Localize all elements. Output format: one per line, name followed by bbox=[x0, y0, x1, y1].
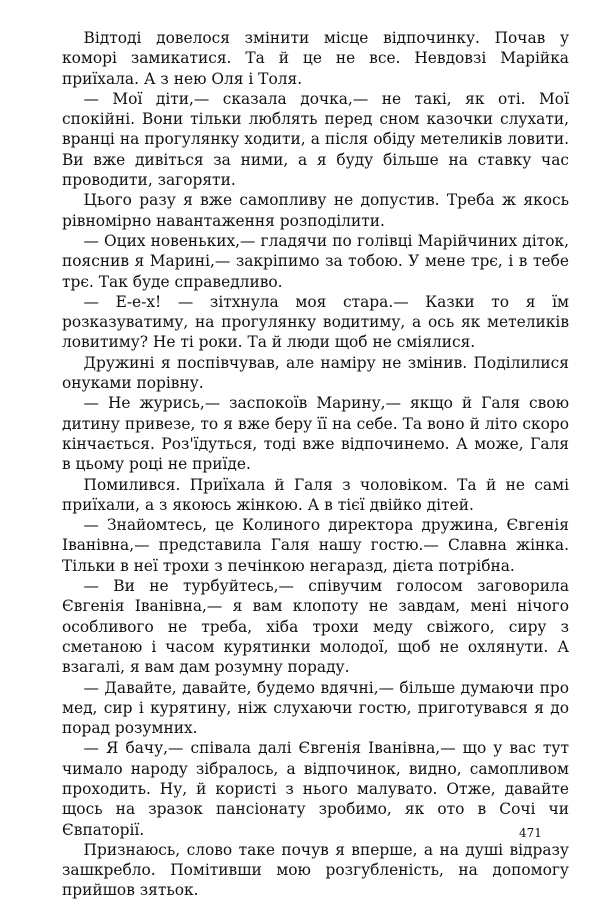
paragraph: — Ви не турбуйтесь,— співучим голосом заговорила Євгенія Іванівна,— я вам клопоту не завдам, мені нічого особливого не треба, хіба трохи меду свіжого, сиру з сметаною і часом курятинки молодої, щоб не охлянути. А взагалі, я вам дам розумну пораду. bbox=[62, 577, 569, 677]
page-text-block bbox=[62, 28, 569, 901]
paragraph: — Оцих новеньких,— гладячи по голівці Марійчиних діток, пояснив я Марині,— закріпимо за тобою. У мене трє, і в тебе трє. Так буде справедливо. bbox=[62, 231, 569, 291]
paragraph: Дружині я поспівчував, але наміру не змінив. Поділилися онуками порівну. bbox=[62, 353, 569, 393]
paragraph: — Е-е-х! — зітхнула моя стара.— Казки то я їм розказуватиму, на прогулянку водитиму, а ось як метеликів ловитиму? Не ті роки. Та й люди щоб не сміялися. bbox=[62, 292, 569, 352]
paragraph: — Я бачу,— співала далі Євгенія Іванівна,— що у вас тут чимало народу зібралось, а відпочинок, видно, самопливом проходить. Ну, й користі з нього малувато. Отже, давайте щось на зразок пансіонату зробимо, як ото в Сочі чи Євпаторії. bbox=[62, 739, 569, 839]
paragraph: — Знайомтесь, це Колиного директора дружина, Євгенія Іванівна,— представила Галя нашу гостю.— Славна жінка. Тільки в неї трохи з печінкою негаразд, дієта потрібна. bbox=[62, 516, 569, 575]
paragraph: Помилився. Приїхала й Галя з чоловіком. Та й не самі приїхали, а з якоюсь жінкою. А в тієї двійко дітей. bbox=[62, 475, 569, 514]
paragraph: — Давайте, давайте, будемо вдячні,— більше думаючи про мед, сир і курятину, ніж слухаючи гостю, приготувався я до порад розумних. bbox=[62, 678, 569, 738]
paragraph: Відтоді довелося змінити місце відпочинку. Почав у коморі замикатися. Та й це не все. Невдовзі Марійка приїхала. А з нею Оля і Толя. bbox=[62, 29, 569, 88]
paragraph: — Мої діти,— сказала дочка,— не такі, як оті. Мої спокійні. Вони тільки люблять перед сном казочки слухати, вранці на прогулянку ходити, а після обіду метеликів ловити. Ви вже дивіться за ними, а я буду більше на ставку час проводити, загоряти. bbox=[62, 89, 569, 190]
paragraph: — Не журись,— заспокоїв Марину,— якщо й Галя свою дитину привезе, то я вже беру її на себе. Та воно й літо скоро кінчається. Роз'їдуться, тоді вже відпочинемо. А може, Галя в цьому році не приїде. bbox=[62, 394, 569, 474]
page-number: 471 bbox=[519, 826, 542, 840]
paragraph: Цього разу я вже самопливу не допустив. Треба ж якось рівномірно навантаження розподілити. bbox=[62, 191, 569, 230]
paragraph: Признаюсь, слово таке почув я вперше, а на душі відразу зашкребло. Помітивши мою розгубленість, на допомогу прийшов зятьок. bbox=[62, 840, 569, 900]
